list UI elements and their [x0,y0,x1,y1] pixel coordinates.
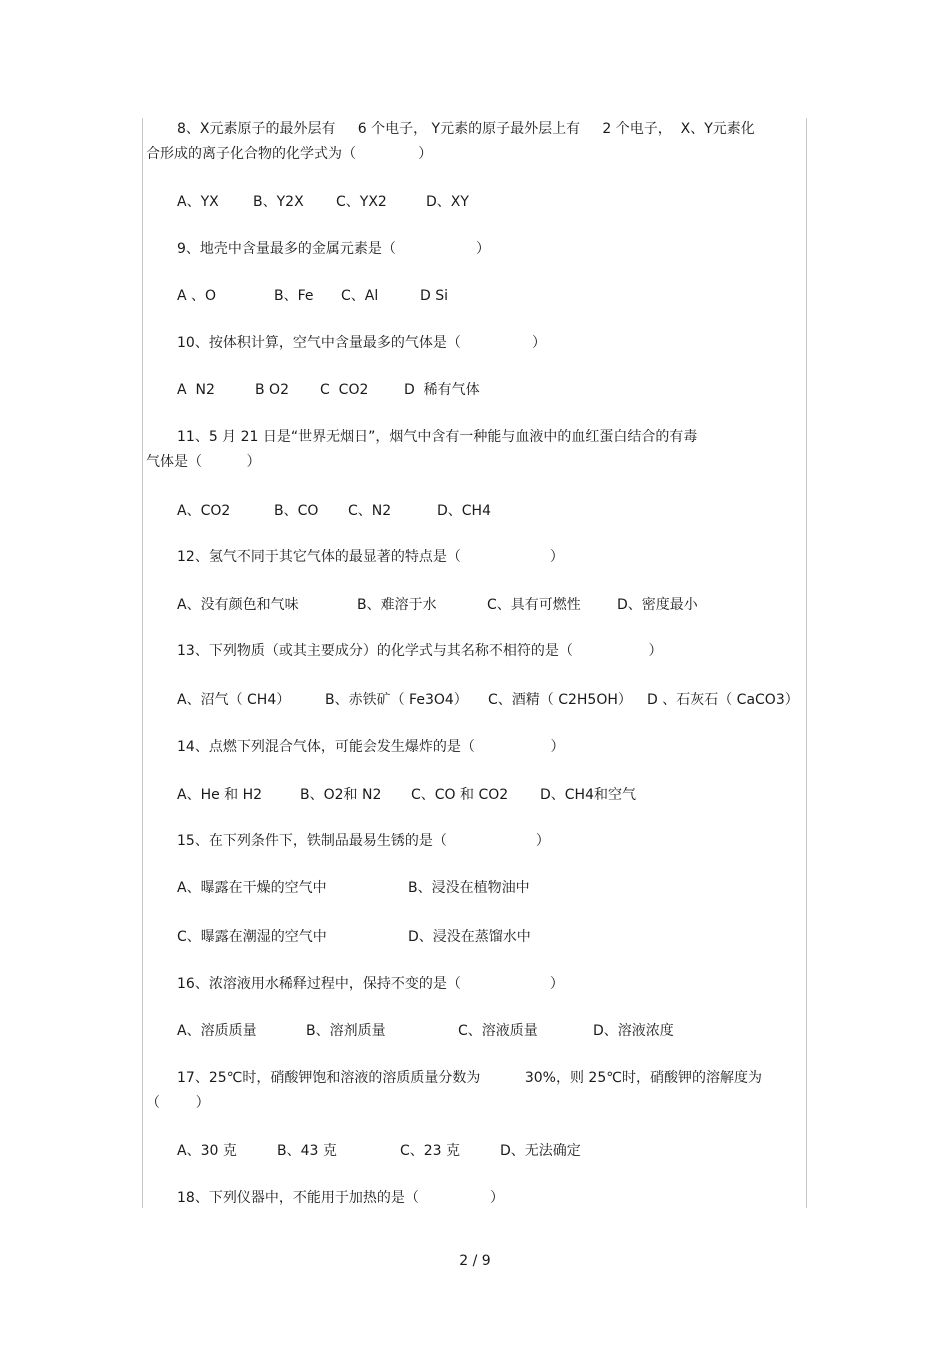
question-11-stem: 11、5 月 21 日是“世界无烟日”，烟气中含有一种能与血液中的血红蛋白结合的有毒 [177,429,698,445]
question-9-option-b: B、Fe [274,288,314,304]
question-17-stem: 17、25℃时，硝酸钾饱和溶液的溶质质量分数为 30%，则 25℃时，硝酸钾的溶解度为 [177,1070,762,1086]
question-8-stem-continued: 合形成的离子化合物的化学式为（ ） [146,146,433,162]
question-15-option-d: D、浸没在蒸馏水中 [408,929,531,945]
question-11-option-b: B、CO [274,503,319,519]
question-14-option-c: C、CO 和 CO2 [411,787,509,803]
question-17-option-c: C、23 克 [400,1143,461,1159]
question-10-option-d: D 稀有气体 [404,382,480,398]
question-10-option-a: A N2 [177,382,215,398]
question-11-option-a: A、CO2 [177,503,231,519]
question-16-option-d: D、溶液浓度 [593,1023,674,1039]
question-13-stem: 13、下列物质（或其主要成分）的化学式与其名称不相符的是（ ） [177,643,663,659]
question-16-option-a: A、溶质质量 [177,1023,257,1039]
question-14-option-b: B、O2和 N2 [300,787,382,803]
question-10-option-b: B O2 [255,382,289,398]
question-11-option-c: C、N2 [348,503,392,519]
question-16-stem: 16、浓溶液用水稀释过程中，保持不变的是（ ） [177,976,564,992]
question-14-option-a: A、He 和 H2 [177,787,263,803]
question-8-option-d: D、XY [426,194,469,210]
question-14-option-d: D、CH4和空气 [540,787,636,803]
question-15-stem: 15、在下列条件下，铁制品最易生锈的是（ ） [177,833,550,849]
question-12-stem: 12、氢气不同于其它气体的最显著的特点是（ ） [177,549,564,565]
question-12-option-c: C、具有可燃性 [487,597,581,613]
page-number: 2 / 9 [459,1253,491,1269]
question-8-option-b: B、Y2X [253,194,304,210]
question-8-option-a: A、YX [177,194,219,210]
question-12-option-b: B、难溶于水 [357,597,437,613]
question-15-option-c: C、曝露在潮湿的空气中 [177,929,327,945]
question-8-stem: 8、X元素原子的最外层有 6 个电子， Y元素的原子最外层上有 2 个电子， X、Y元素化 [177,121,755,137]
question-13-option-b: B、赤铁矿（ Fe3O4） [325,692,468,708]
question-9-option-c: C、Al [341,288,379,304]
question-15-option-b: B、浸没在植物油中 [408,880,530,896]
question-11-option-d: D、CH4 [437,503,491,519]
question-14-stem: 14、点燃下列混合气体，可能会发生爆炸的是（ ） [177,739,565,755]
question-16-option-b: B、溶剂质量 [306,1023,386,1039]
question-13-option-a: A、沼气（ CH4） [177,692,291,708]
question-12-option-a: A、没有颜色和气味 [177,597,299,613]
page-border-right [806,118,807,1208]
question-13-option-d: D 、石灰石（ CaCO3） [647,692,799,708]
question-12-option-d: D、密度最小 [617,597,698,613]
question-16-option-c: C、溶液质量 [458,1023,538,1039]
question-17-option-d: D、无法确定 [500,1143,581,1159]
question-18-stem: 18、下列仪器中，不能用于加热的是（ ） [177,1190,505,1206]
question-8-option-c: C、YX2 [336,194,387,210]
question-13-option-c: C、酒精（ C2H5OH） [488,692,632,708]
question-15-option-a: A、曝露在干燥的空气中 [177,880,327,896]
question-17-stem-continued: （ ） [146,1095,210,1111]
question-10-stem: 10、按体积计算，空气中含量最多的气体是（ ） [177,335,547,351]
question-9-stem: 9、地壳中含量最多的金属元素是（ ） [177,241,491,257]
question-10-option-c: C CO2 [320,382,369,398]
question-11-stem-continued: 气体是（ ） [146,454,261,470]
question-17-option-a: A、30 克 [177,1143,237,1159]
question-9-option-d: D Si [420,288,449,304]
question-9-option-a: A 、O [177,288,217,304]
page-border-left [142,118,143,1208]
question-17-option-b: B、43 克 [277,1143,337,1159]
